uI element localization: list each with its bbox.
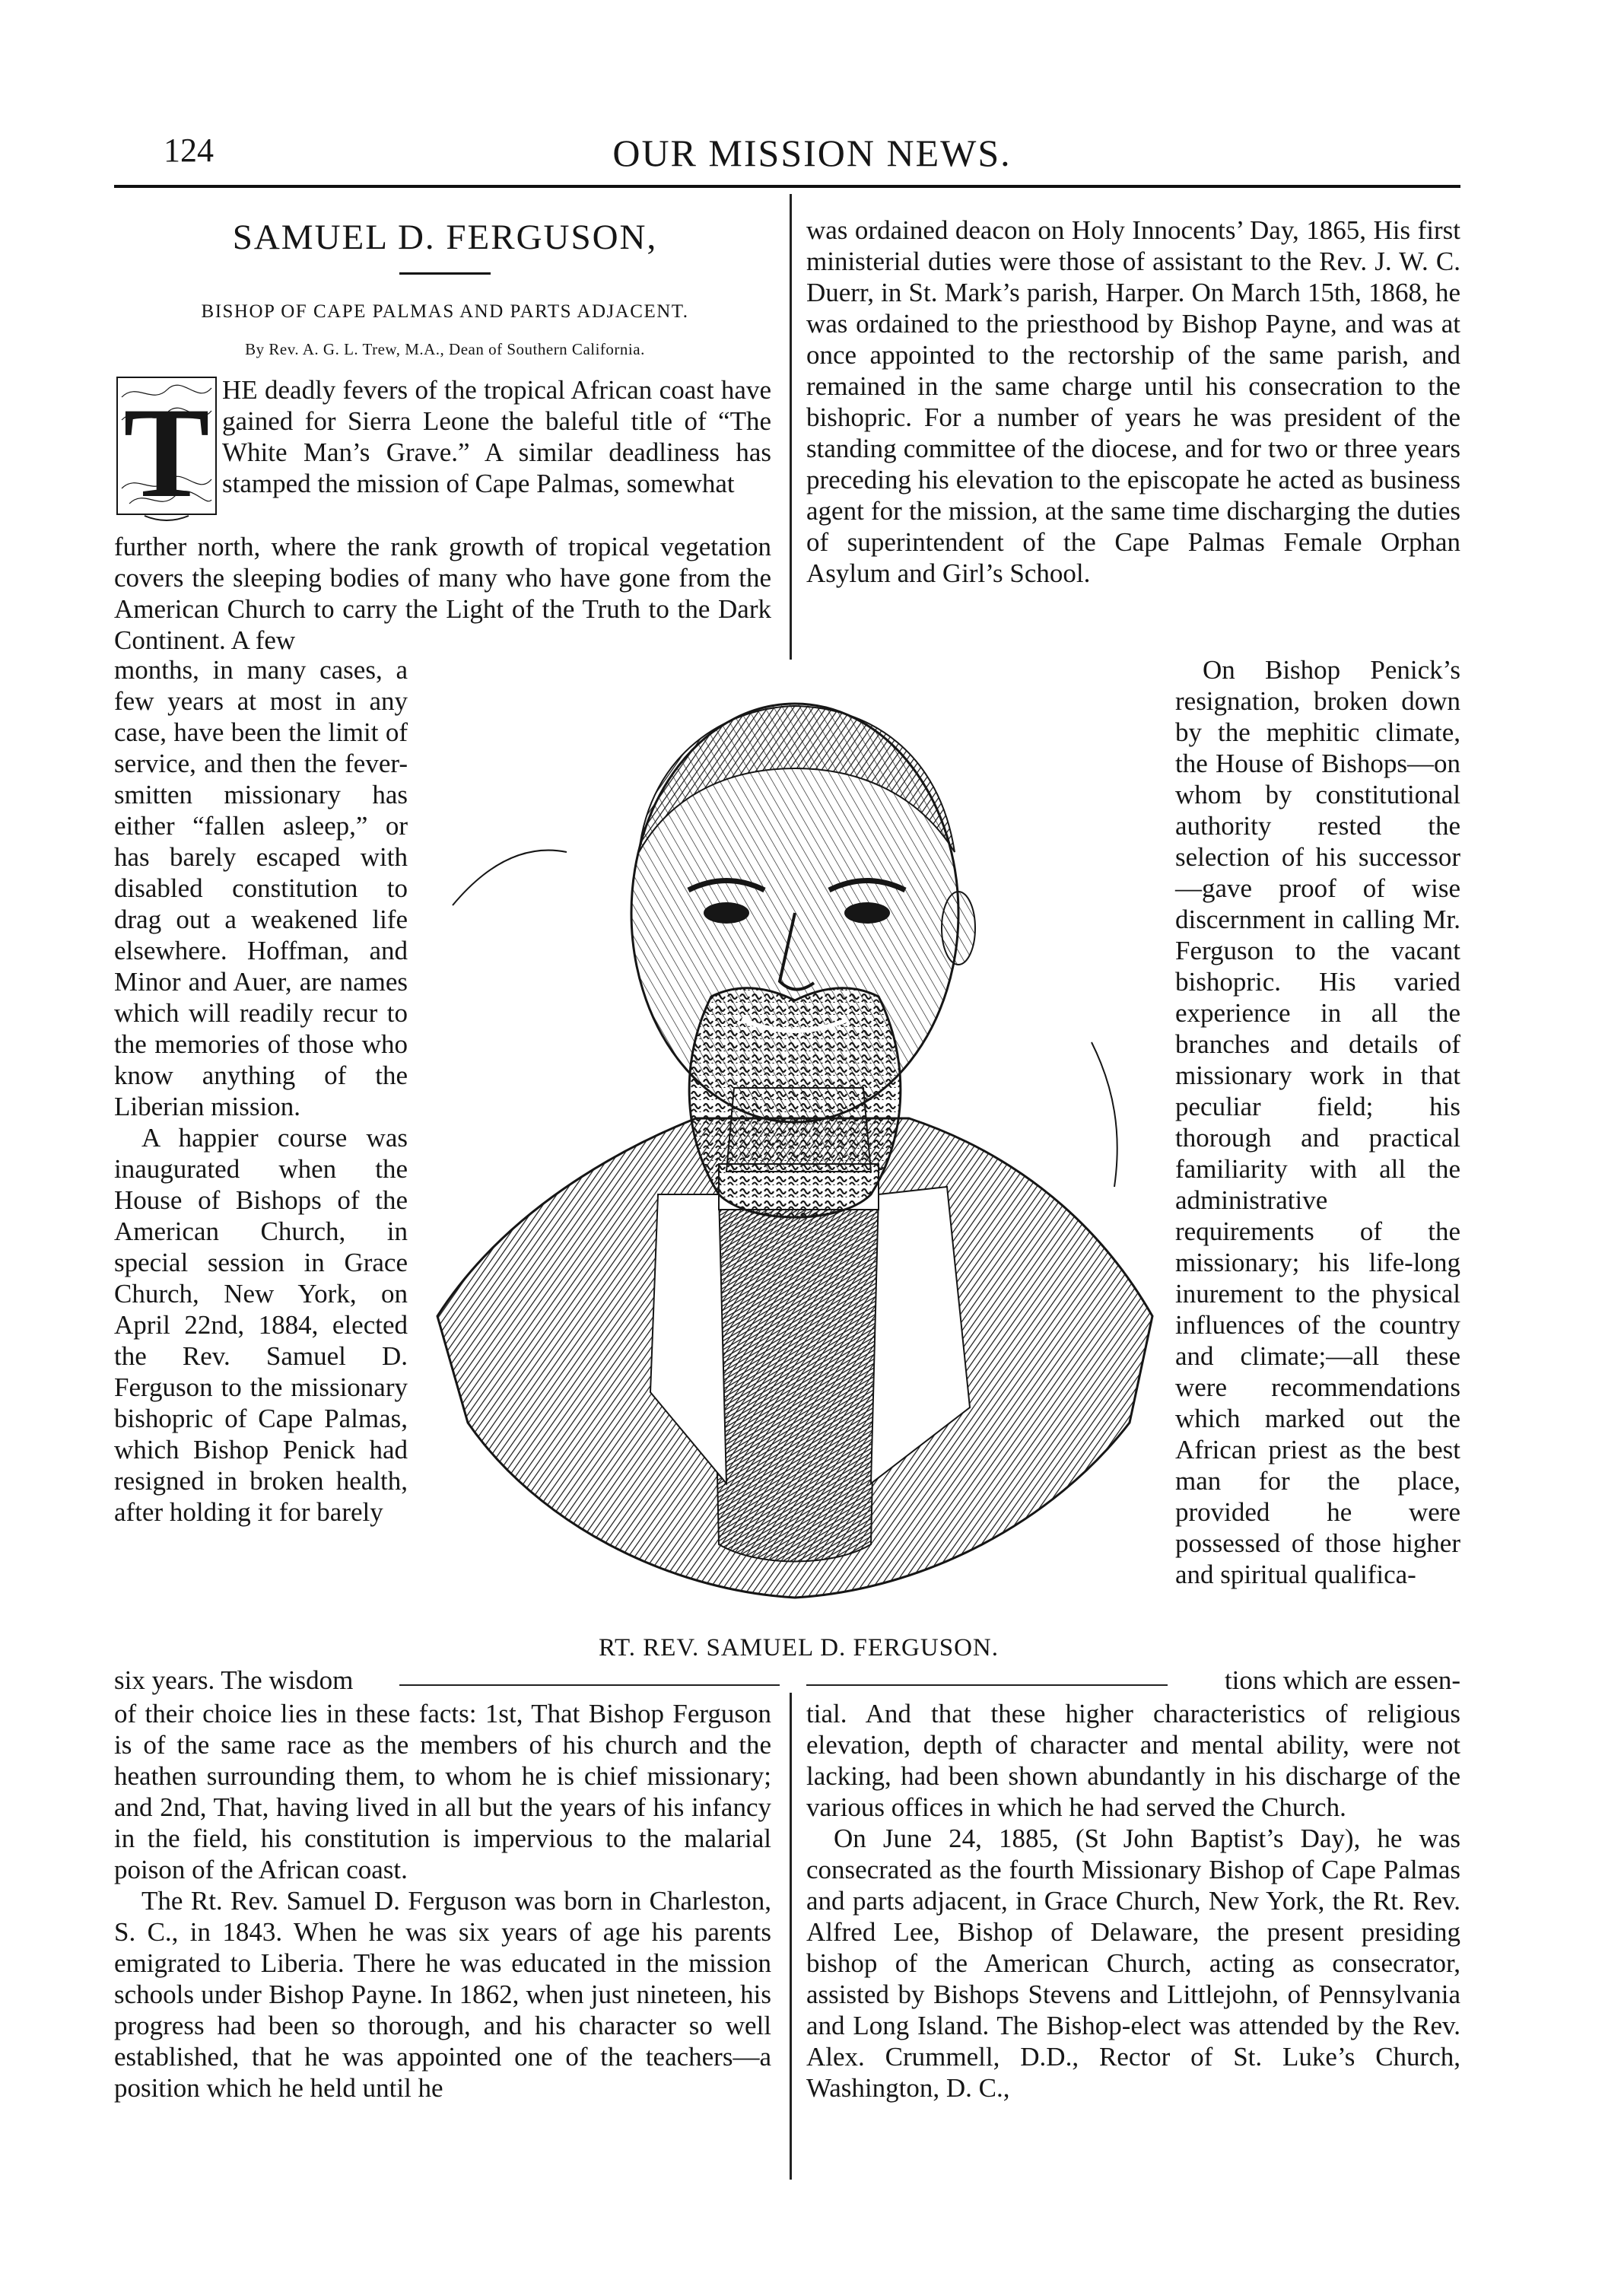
drop-cap-letter: T <box>123 381 210 524</box>
paragraph-ordination: was ordained deacon on Holy Innocents’ Day, 1865, His first ministerial duties were those of assistant to the Rev. J. W. C. Duerr, in St. Mark’s parish, Harper. On March 15th, 1868, he was ordained to the priesthood by Bishop Payne, and was at once appointed to the rectorship of the same parish, and remained in the same charge until his consecration to the bishopric. For a number of years he was president of the standing committee of the diocese, and for two or three years preceding his elevation to the episcopate he acted as business agent for the mission, at the same time discharging the duties of superintendent of the Cape Palmas Female Orphan Asylum and Girl’s School. <box>806 215 1460 588</box>
column-divider-lower <box>790 1693 792 2180</box>
wrap-line-right: tions which are essen- <box>1224 1665 1460 1695</box>
article-title: SAMUEL D. FERGUSON, <box>232 218 658 257</box>
caption-rule-left <box>399 1684 780 1686</box>
wrap-line-left: six years. The wisdom <box>114 1665 354 1695</box>
left-narrow-column <box>114 654 408 1528</box>
portrait-engraving <box>422 662 1168 1628</box>
article-subtitle: BISHOP OF CAPE PALMAS AND PARTS ADJACENT. <box>201 301 689 322</box>
intro-text-full-width: further north, where the rank growth of tropical vegetation covers the sleeping bodies of many who have gone from the American Church to carry the Light of the Truth to the Dark Continent. A few <box>114 532 771 655</box>
paragraph-liberian-mission: months, in many cases, a few years at most in any case, have been the limit of service, and then the fever-smitten missionary has either “fallen asleep,” or has barely escaped with disabled constitution to drag out a weakened life elsewhere. Hoffman, and Minor and Auer, are names which will readily recur to the memories of those who know anything of the Liberian mission. <box>114 655 408 1121</box>
paragraph-consecration: On June 24, 1885, (St John Baptist’s Day), he was consecrated as the fourth Missionary Bishop of Cape Palmas and parts adjacent, in Grace Church, New York, the Rt. Rev. Alfred Lee, Bishop of Delaware, the present presiding bishop of the American Church, acting as consecrator, assisted by Bishops Stevens and Littlejohn, of Pennsylvania and Long Island. The Bishop-elect was attended by the Rev. Alex. Crummell, D.D., Rector of St. Luke’s Church, Washington, D. C., <box>806 1824 1460 2103</box>
column-divider-upper <box>790 194 792 660</box>
paragraph-biography: The Rt. Rev. Samuel D. Ferguson was born in Charleston, S. C., in 1843. When he was six years of age his parents emigrated to Liberia. There he was educated in the mission schools under Bishop Payne. In 1862, when just nineteen, his progress had been so thorough, and his character so well established, that he was appointed one of the teachers—a position which he held until he <box>114 1886 771 2103</box>
portrait-caption: RT. REV. SAMUEL D. FERGUSON. <box>599 1634 999 1662</box>
article-byline: By Rev. A. G. L. Trew, M.A., Dean of Southern California. <box>245 340 645 358</box>
paragraph-happier-course: A happier course was inaugurated when the House of Bishops of the American Church, in special session in Grace Church, New York, on April 22nd, 1884, elected the Rev. Samuel D. Ferguson to the missionary bishopric of Cape Palmas, which Bishop Penick had resigned in broken health, after holding it for barely <box>114 1123 408 1527</box>
caption-rule-right <box>806 1684 1168 1686</box>
paragraph-penick-resignation: On Bishop Penick’s resignation, broken down by the mephitic climate, the House of Bishops—on whom by constitutional authority rested the selection of his successor—gave proof of wise discernment in calling Mr. Ferguson to the vacant bishopric. His varied experience in all the branches and details of missionary work in that peculiar field; his thorough and practical familiarity with all the administrative requirements of the missionary; his life-long inurement to the physical influences of the country and climate;—all these were recommendations which marked out the African priest as the best man for the place, provided he were possessed of those higher and spiritual qualifica- <box>1175 655 1460 1589</box>
drop-cap-ornament <box>114 374 219 526</box>
title-rule <box>399 272 491 275</box>
intro-text-beside-dropcap: HE deadly fevers of the tropical African coast have gained for Sierra Leone the baleful title of “The White Man’s Grave.” A similar deadliness has stamped the mission of Cape Palmas, somewhat <box>222 375 771 498</box>
paragraph-choice-facts: of their choice lies in these facts: 1st, That Bishop Ferguson is of the same race as the members of his church and the heathen surrounding them, to whom he is chief missionary; and 2nd, That, having lived in all but the years of his infancy in the field, his constitution is impervious to the malarial poison of the African coast. <box>114 1699 771 1884</box>
left-lower-column <box>114 1698 771 2104</box>
paragraph-higher-characteristics: tial. And that these higher characteristics of religious elevation, depth of character and mental ability, were not lacking, had been shown abundantly in his discharge of the various offices in which he had served the Church. <box>806 1699 1460 1822</box>
page-number: 124 <box>164 132 214 169</box>
running-title: OUR MISSION NEWS. <box>612 132 1012 174</box>
header-rule <box>114 185 1460 188</box>
right-lower-column <box>806 1698 1460 2104</box>
